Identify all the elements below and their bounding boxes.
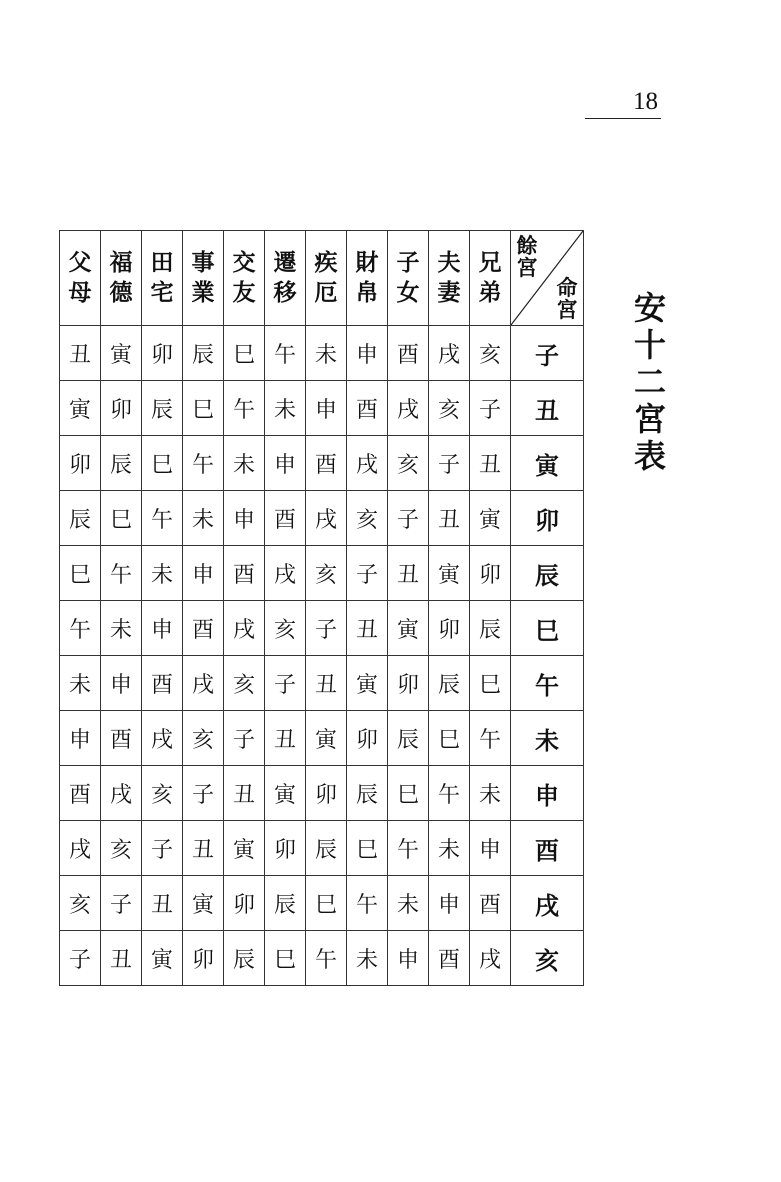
branch-cell: 寅 <box>60 381 101 436</box>
branch-cell: 未 <box>306 326 347 381</box>
palace-header-char: 友 <box>232 280 256 306</box>
palace-header-char: 厄 <box>314 280 338 306</box>
palace-header <box>347 231 388 326</box>
branch-cell: 戌 <box>142 711 183 766</box>
branch-cell: 午 <box>470 711 511 766</box>
branch-cell: 子 <box>60 931 101 986</box>
palace-header-char: 女 <box>396 280 420 306</box>
branch-cell: 午 <box>224 381 265 436</box>
branch-cell: 寅 <box>101 326 142 381</box>
palace-header-char: 帛 <box>355 280 379 306</box>
life-palace-cell: 丑 <box>511 381 584 436</box>
branch-cell: 戌 <box>306 491 347 546</box>
branch-cell: 未 <box>429 821 470 876</box>
branch-cell: 亥 <box>429 381 470 436</box>
branch-cell: 卯 <box>306 766 347 821</box>
branch-cell: 戌 <box>470 931 511 986</box>
branch-cell: 申 <box>347 326 388 381</box>
branch-cell: 申 <box>224 491 265 546</box>
table-row <box>60 436 584 491</box>
branch-cell: 丑 <box>347 601 388 656</box>
title-char: 表 <box>633 437 666 475</box>
branch-cell: 未 <box>60 656 101 711</box>
branch-cell: 亥 <box>347 491 388 546</box>
table-row <box>60 766 584 821</box>
branch-cell: 亥 <box>142 766 183 821</box>
branch-cell: 巳 <box>265 931 306 986</box>
branch-cell: 戌 <box>101 766 142 821</box>
palace-header <box>183 231 224 326</box>
branch-cell: 亥 <box>60 876 101 931</box>
palace-header-char: 遷 <box>273 250 297 276</box>
palace-header-char: 母 <box>68 280 92 306</box>
branch-cell: 亥 <box>265 601 306 656</box>
branch-cell: 午 <box>388 821 429 876</box>
branch-cell: 未 <box>388 876 429 931</box>
branch-cell: 未 <box>142 546 183 601</box>
table-row <box>60 601 584 656</box>
branch-cell: 子 <box>429 436 470 491</box>
branch-cell: 卯 <box>60 436 101 491</box>
branch-cell: 戌 <box>265 546 306 601</box>
life-palace-cell: 亥 <box>511 931 584 986</box>
palace-header-char: 財 <box>355 250 379 276</box>
branch-cell: 未 <box>101 601 142 656</box>
branch-cell: 申 <box>470 821 511 876</box>
branch-cell: 酉 <box>388 326 429 381</box>
palace-header-char: 德 <box>109 280 133 306</box>
branch-cell: 未 <box>347 931 388 986</box>
branch-cell: 寅 <box>470 491 511 546</box>
table-row <box>60 491 584 546</box>
palace-header <box>306 231 347 326</box>
branch-cell: 卯 <box>183 931 224 986</box>
branch-cell: 巳 <box>183 381 224 436</box>
branch-cell: 卯 <box>224 876 265 931</box>
branch-cell: 寅 <box>388 601 429 656</box>
branch-cell: 丑 <box>101 931 142 986</box>
branch-cell: 丑 <box>470 436 511 491</box>
branch-cell: 酉 <box>347 381 388 436</box>
palace-header-char: 疾 <box>314 250 338 276</box>
life-palace-cell: 申 <box>511 766 584 821</box>
branch-cell: 酉 <box>429 931 470 986</box>
branch-cell: 申 <box>306 381 347 436</box>
branch-cell: 寅 <box>142 931 183 986</box>
branch-cell: 戌 <box>347 436 388 491</box>
branch-cell: 亥 <box>224 656 265 711</box>
branch-cell: 午 <box>101 546 142 601</box>
branch-cell: 巳 <box>470 656 511 711</box>
branch-cell: 卯 <box>429 601 470 656</box>
life-palace-cell: 酉 <box>511 821 584 876</box>
branch-cell: 巳 <box>429 711 470 766</box>
branch-cell: 酉 <box>101 711 142 766</box>
branch-cell: 酉 <box>265 491 306 546</box>
palace-header-char: 事 <box>191 250 215 276</box>
branch-cell: 辰 <box>470 601 511 656</box>
branch-cell: 卯 <box>265 821 306 876</box>
branch-cell: 午 <box>429 766 470 821</box>
branch-cell: 卯 <box>101 381 142 436</box>
branch-cell: 午 <box>347 876 388 931</box>
branch-cell: 巳 <box>60 546 101 601</box>
branch-cell: 丑 <box>306 656 347 711</box>
branch-cell: 子 <box>347 546 388 601</box>
branch-cell: 未 <box>183 491 224 546</box>
palace-header <box>470 231 511 326</box>
twelve-palaces-table <box>59 230 584 986</box>
palace-header-char: 田 <box>150 250 174 276</box>
branch-cell: 辰 <box>265 876 306 931</box>
branch-cell: 巳 <box>101 491 142 546</box>
title-char: 十 <box>633 326 666 364</box>
branch-cell: 酉 <box>224 546 265 601</box>
branch-cell: 未 <box>470 766 511 821</box>
corner-header <box>511 231 584 326</box>
corner-label-other-palaces <box>515 235 539 279</box>
branch-cell: 戌 <box>429 326 470 381</box>
branch-cell: 戌 <box>60 821 101 876</box>
branch-cell: 子 <box>224 711 265 766</box>
title-char: 宮 <box>633 400 666 438</box>
life-palace-cell: 午 <box>511 656 584 711</box>
branch-cell: 申 <box>101 656 142 711</box>
branch-cell: 丑 <box>429 491 470 546</box>
branch-cell: 申 <box>388 931 429 986</box>
palace-header <box>142 231 183 326</box>
branch-cell: 丑 <box>265 711 306 766</box>
table-row <box>60 876 584 931</box>
branch-cell: 午 <box>306 931 347 986</box>
branch-cell: 午 <box>142 491 183 546</box>
page-number: 18 <box>633 88 658 115</box>
title-char: 安 <box>633 289 666 327</box>
corner-char: 餘 <box>516 234 538 258</box>
branch-cell: 亥 <box>306 546 347 601</box>
corner-label-life-palace <box>555 277 579 321</box>
palace-header <box>60 231 101 326</box>
branch-cell: 午 <box>183 436 224 491</box>
branch-cell: 未 <box>224 436 265 491</box>
palace-header-char: 父 <box>68 250 92 276</box>
table-row <box>60 326 584 381</box>
branch-cell: 寅 <box>224 821 265 876</box>
branch-cell: 子 <box>101 876 142 931</box>
branch-cell: 戌 <box>224 601 265 656</box>
palace-header <box>265 231 306 326</box>
corner-char: 命 <box>556 276 578 300</box>
branch-cell: 巳 <box>142 436 183 491</box>
life-palace-cell: 卯 <box>511 491 584 546</box>
branch-cell: 丑 <box>183 821 224 876</box>
branch-cell: 子 <box>306 601 347 656</box>
title-char: 二 <box>633 363 666 401</box>
branch-cell: 丑 <box>388 546 429 601</box>
branch-cell: 丑 <box>60 326 101 381</box>
palace-header-char: 福 <box>109 250 133 276</box>
life-palace-cell: 辰 <box>511 546 584 601</box>
branch-cell: 卯 <box>347 711 388 766</box>
branch-cell: 寅 <box>347 656 388 711</box>
branch-cell: 申 <box>60 711 101 766</box>
page-number-rule <box>585 118 661 119</box>
branch-cell: 丑 <box>224 766 265 821</box>
branch-cell: 子 <box>265 656 306 711</box>
branch-cell: 戌 <box>183 656 224 711</box>
branch-cell: 卯 <box>470 546 511 601</box>
life-palace-cell: 巳 <box>511 601 584 656</box>
branch-cell: 辰 <box>388 711 429 766</box>
palace-header-char: 夫 <box>437 250 461 276</box>
table-row <box>60 821 584 876</box>
branch-cell: 未 <box>265 381 306 436</box>
palace-header-char: 妻 <box>437 280 461 306</box>
palace-header-char: 子 <box>396 250 420 276</box>
branch-cell: 申 <box>429 876 470 931</box>
palace-header-char: 業 <box>191 280 215 306</box>
life-palace-cell: 寅 <box>511 436 584 491</box>
life-palace-cell: 未 <box>511 711 584 766</box>
branch-cell: 子 <box>470 381 511 436</box>
header-row <box>60 231 584 326</box>
branch-cell: 酉 <box>60 766 101 821</box>
table-title <box>630 290 670 475</box>
branch-cell: 卯 <box>142 326 183 381</box>
branch-cell: 辰 <box>101 436 142 491</box>
branch-cell: 酉 <box>142 656 183 711</box>
branch-cell: 寅 <box>265 766 306 821</box>
table-row <box>60 381 584 436</box>
branch-cell: 申 <box>265 436 306 491</box>
palace-header <box>429 231 470 326</box>
branch-cell: 巳 <box>347 821 388 876</box>
branch-cell: 卯 <box>388 656 429 711</box>
branch-cell: 巳 <box>224 326 265 381</box>
table-row <box>60 931 584 986</box>
branch-cell: 子 <box>388 491 429 546</box>
branch-cell: 辰 <box>306 821 347 876</box>
branch-cell: 午 <box>265 326 306 381</box>
table-row <box>60 546 584 601</box>
branch-cell: 辰 <box>429 656 470 711</box>
life-palace-cell: 戌 <box>511 876 584 931</box>
branch-cell: 酉 <box>183 601 224 656</box>
branch-cell: 辰 <box>224 931 265 986</box>
palace-header-char: 弟 <box>478 280 502 306</box>
palace-header-char: 交 <box>232 250 256 276</box>
branch-cell: 午 <box>60 601 101 656</box>
branch-cell: 戌 <box>388 381 429 436</box>
branch-cell: 辰 <box>183 326 224 381</box>
branch-cell: 辰 <box>60 491 101 546</box>
palace-header-char: 兄 <box>478 250 502 276</box>
branch-cell: 亥 <box>470 326 511 381</box>
branch-cell: 申 <box>142 601 183 656</box>
branch-cell: 辰 <box>347 766 388 821</box>
branch-cell: 丑 <box>142 876 183 931</box>
branch-cell: 寅 <box>306 711 347 766</box>
branch-cell: 酉 <box>470 876 511 931</box>
branch-cell: 亥 <box>101 821 142 876</box>
branch-cell: 酉 <box>306 436 347 491</box>
palace-header <box>101 231 142 326</box>
branch-cell: 亥 <box>183 711 224 766</box>
branch-cell: 申 <box>183 546 224 601</box>
palace-header <box>224 231 265 326</box>
palace-header <box>388 231 429 326</box>
branch-cell: 子 <box>142 821 183 876</box>
life-palace-cell: 子 <box>511 326 584 381</box>
table-row <box>60 656 584 711</box>
branch-cell: 辰 <box>142 381 183 436</box>
corner-char: 宮 <box>516 256 538 280</box>
table-row <box>60 711 584 766</box>
branch-cell: 寅 <box>183 876 224 931</box>
palace-header-char: 宅 <box>150 280 174 306</box>
branch-cell: 寅 <box>429 546 470 601</box>
branch-cell: 巳 <box>388 766 429 821</box>
branch-cell: 子 <box>183 766 224 821</box>
corner-char: 宮 <box>556 298 578 322</box>
branch-cell: 亥 <box>388 436 429 491</box>
palace-header-char: 移 <box>273 280 297 306</box>
branch-cell: 巳 <box>306 876 347 931</box>
